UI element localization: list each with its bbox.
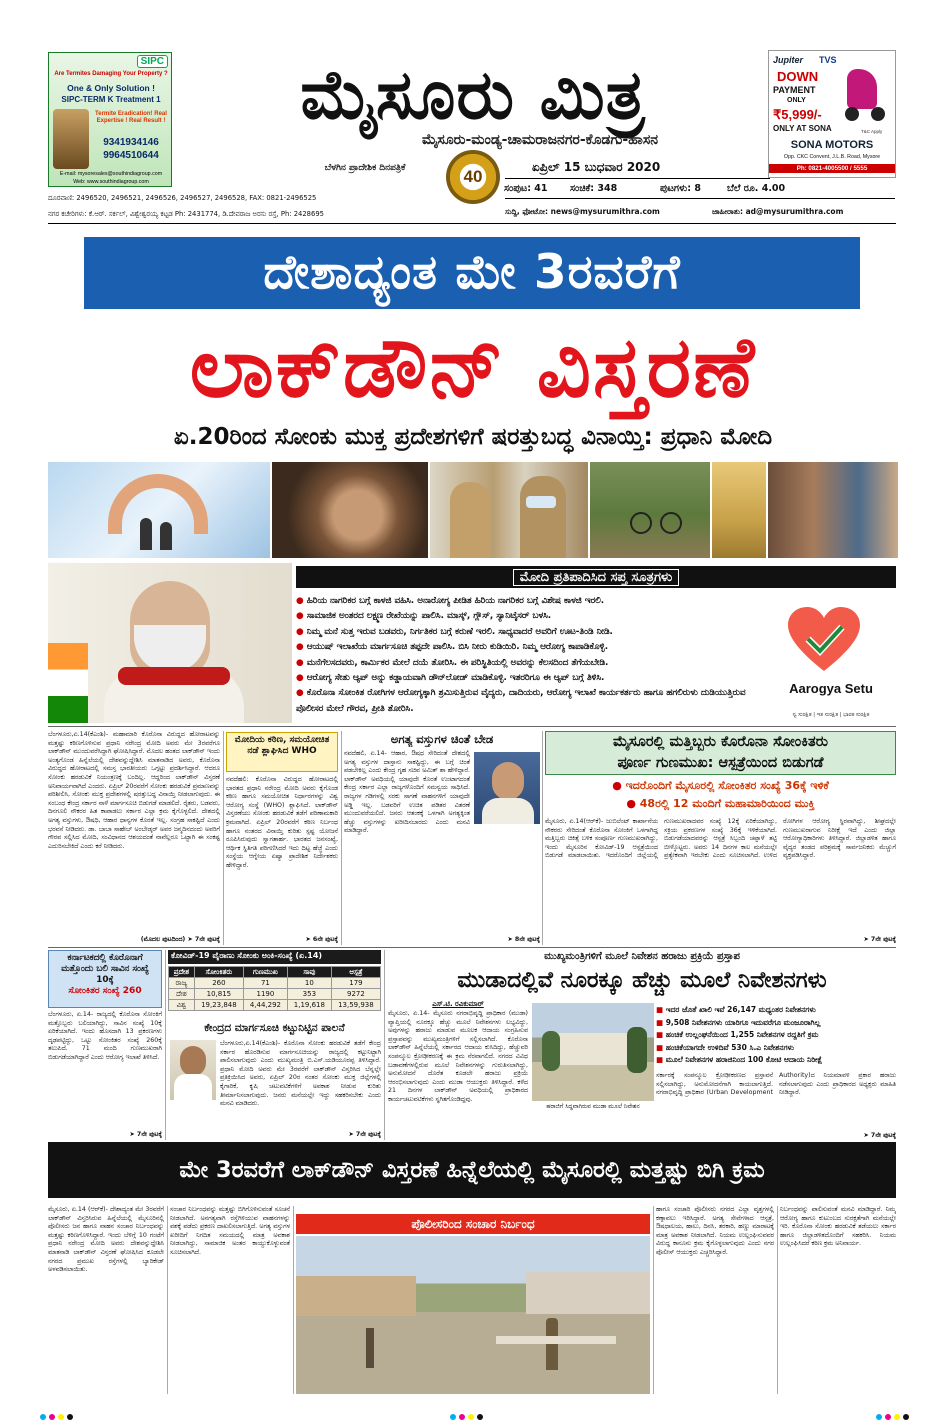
bottom-banner-text: ಮೇ 3ರವರೆಗೆ ಲಾಕ್‌ಡೌನ್ ವಿಸ್ತರಣೆ ಹಿನ್ನೆಲೆಯಲ್ಲಿ ಮೈಸೂರಲ್ಲಿ ಮತ್ತಷ್ಟು ಬಿಗಿ ಕ್ರಮ: [179, 1157, 765, 1183]
issue-date: ಏಪ್ರಿಲ್ 15 ಬುಧವಾರ 2020: [532, 160, 661, 174]
termite-email: E-mail: mysoresales@southindiagroup.com: [59, 171, 163, 177]
table-cell: 10,815: [194, 989, 243, 1000]
police-photo-title: [296, 1214, 650, 1234]
tvs-address: Opp. CKC Convent, J.L.B. Road, Mysore: [783, 154, 881, 160]
table-header-row: [169, 967, 381, 978]
sutra-item: ● ಕೊರೊನಾ ಸೋಂಕಿತ ರೋಗಿಗಳ ಆರೋಗ್ಯಕ್ಕಾಗಿ ಶ್ರಮಿಸುತ್ತಿರುವ ವೈದ್ಯರು, ದಾದಿಯರು, ಆರೋಗ್ಯ ಇಲಾಖೆ ಕಾರ್ಯಕರ್ತರು ಹಾಗೂ ಹಗಲಿರುಳು ದುಡಿಯುತ್ತಿರುವ ಪೊಲೀಸರ ಮೇಲೆ ಗೌರವ, ಪ್ರೀತಿ ತೋರಿಸಿ.: [296, 688, 746, 714]
mysuru-title2: ಪೂರ್ಣ ಗುಣಮುಖ: ಆಸ್ಪತ್ರೆಯಿಂದ ಬಿಡುಗಡೆ: [617, 755, 824, 771]
table-cell: 260: [194, 978, 243, 989]
photo-elderly-shelter: [48, 462, 270, 558]
table-cell: 10: [287, 978, 331, 989]
photo-yediyurappa: [170, 1040, 216, 1100]
aarogya-setu-tagline: ಸ್ವ ಸುರಕ್ಷಿತ | ಇತ ಸುರಕ್ಷಿತ | ಭಾರತ ಸುರಕ್ಷಿತ: [792, 712, 870, 718]
tvs-amount: ₹5,999/-: [773, 107, 822, 122]
story-lockdown-byline: (ಮೊದಲ ಪುಟದಿಂದ) ➤ 7ನೇ ಪುಟಕ್ಕೆ: [140, 936, 220, 943]
bottom-col1: ಮೈಸೂರು, ಏ.14 (ಆರ್‌ಕೆ)- ದೇಶಾದ್ಯಂತ ಮೇ 3ರವರೆಗೆ ಲಾಕ್‌ಡೌನ್ ವಿಸ್ತರಿಸಿರುವ ಹಿನ್ನೆಲೆಯಲ್ಲಿ ಮೈಸೂರಿನಲ್ಲಿ ಪೊಲೀಸರು ಜನ ಹಾಗೂ ವಾಹನ ಸಂಚಾರ ನಿರ್ಬಂಧವನ್ನು ಮತ್ತಷ್ಟು ಕಠಿಣಗೊಳಿಸಿದ್ದಾರೆ. ಇಂದು ಬೆಳಿಗ್ಗೆ 10 ಗಂಟೆಗೆ ಪ್ರಧಾನಿ ನರೇಂದ್ರ ಮೋದಿ ಅವರು ದೇಶವನ್ನುದ್ದೇಶಿಸಿ ಮಾತನಾಡಿ ಲಾಕ್‌ಡೌನ್ ವಿಸ್ತರಣೆ ಘೋಷಿಸಿದ ಕೂಡಲೇ ನಗರದ ಪ್ರಮುಖ ರಸ್ತೆಗಳಲ್ಲಿ ಬ್ಯಾರಿಕೇಡ್ ಅಳವಡಿಸಲಾಯಿತು.: [48, 1206, 164, 1274]
photo-police: [430, 462, 588, 558]
table-cell: 4,44,292: [243, 1000, 287, 1011]
who-story-body: ನವದೆಹಲಿ: ಕೊರೊನಾ ವಿರುದ್ಧದ ಹೋರಾಟದಲ್ಲಿ ಭಾರತದ ಪ್ರಧಾನಿ ನರೇಂದ್ರ ಮೋದಿ ಅವರು ಕೈಗೊಂಡ ಕಠಿಣ ಹಾಗೂ ಸಮಯೋಚಿತ ನಿರ್ಧಾರಗಳನ್ನು ವಿಶ್ವ ಆರೋಗ್ಯ ಸಂಸ್ಥೆ (WHO) ಶ್ಲಾಘಿಸಿದೆ. ಲಾಕ್‌ಡೌನ್ ವಿಸ್ತರಣೆಯು ಸೋಂಕು ಹರಡುವಿಕೆ ತಡೆಗೆ ಪರಿಣಾಮಕಾರಿ ಕ್ರಮವಾಗಿದೆ. ಏಪ್ರಿಲ್ 20ರವರೆಗೆ ಕಠಿಣ ನಿರ್ಬಂಧ ಹಾಗೂ ನಂತರದ ವಿನಾಯ್ತಿ ಕುರಿತು ಸ್ಪಷ್ಟ ಯೋಜನೆ ರೂಪಿಸಿರುವುದು ಸ್ವಾಗತಾರ್ಹ. ಭಾರತದ ಜನಸಂಖ್ಯೆ, ಆರ್ಥಿಕ ಸ್ಥಿತಿಗತಿ ಪರಿಗಣಿಸಿದರೆ ಇದು ದಿಟ್ಟ ಹೆಜ್ಜೆ ಎಂದು ಸಂಸ್ಥೆಯ ಆಗ್ನೇಯ ಏಷ್ಯಾ ಪ್ರಾದೇಶಿಕ ನಿರ್ದೇಶಕರು ಹೇಳಿದ್ದಾರೆ.: [226, 776, 338, 869]
bottom-banner: [48, 1142, 896, 1198]
lead-kicker: [84, 237, 860, 309]
table-cell: 1,19,618: [287, 1000, 331, 1011]
termite-product-image: [53, 109, 89, 169]
sutras-header: [296, 566, 896, 588]
scooter-image: [843, 65, 889, 127]
photo-farmer: [712, 462, 766, 558]
karnataka-subtitle: ಸೋಂಕಿತರ ಸಂಖ್ಯೆ 260: [68, 986, 142, 996]
table-cell: ದೇಶ: [169, 989, 195, 1000]
tvs-logo: TVS: [819, 55, 837, 65]
news-email[interactable]: ಸುದ್ದಿ, ಫೋಟೋ: news@mysurumithra.com: [505, 207, 660, 216]
anniversary-number: 40: [463, 167, 483, 186]
issue-volume: ಸಂಪುಟ: 41: [504, 183, 548, 194]
table-cell: 13,59,938: [331, 1000, 380, 1011]
mysuru-title1: ಮೈಸೂರಲ್ಲಿ ಮತ್ತಿಬ್ಬರು ಕೊರೊನಾ ಸೋಂಕಿತರು: [613, 734, 828, 750]
essentials-title: ಅಗತ್ಯ ವಸ್ತುಗಳ ಚಿಂತೆ ಬೇಡ: [390, 732, 494, 746]
table-cell: 9272: [331, 989, 380, 1000]
termite-line2: SIPC-TERM K Treatment 1: [61, 95, 161, 104]
termite-ad[interactable]: [48, 52, 172, 187]
mysuru-highlight2: ● 48ರಲ್ಲಿ 12 ಮಂದಿಗೆ ಮಹಾಮಾರಿಯಿಂದ ಮುಕ್ತಿ: [626, 797, 815, 810]
muda-body: ಮೈಸೂರು, ಏ.14- ಮೈಸೂರು ನಗರಾಭಿವೃದ್ಧಿ ಪ್ರಾಧಿಕಾರ (ಮುಡಾ) ವ್ಯಾಪ್ತಿಯಲ್ಲಿ ನೂರಕ್ಕೂ ಹೆಚ್ಚು ಮೂಲೆ ನಿವೇಶನಗಳು ಲಭ್ಯವಿದ್ದು, ಅವುಗಳನ್ನು ಹರಾಜು ಮಾಡುವ ಮೂಲಕ ಆದಾಯ ಸಂಗ್ರಹಿಸುವ ಪ್ರಸ್ತಾಪವನ್ನು ಮುಖ್ಯಮಂತ್ರಿಗಳಿಗೆ ಸಲ್ಲಿಸಲಾಗಿದೆ. ಕೊರೊನಾ ಲಾಕ್‌ಡೌನ್ ಹಿನ್ನೆಲೆಯಲ್ಲಿ ಸರ್ಕಾರದ ಆದಾಯ ಕುಸಿದಿದ್ದು, ಹೆಚ್ಚುವರಿ ಸಂಪನ್ಮೂಲ ಕ್ರೋಢೀಕರಣಕ್ಕೆ ಈ ಕ್ರಮ ನೆರವಾಗಲಿದೆ. ನಗರದ ವಿವಿಧ ಬಡಾವಣೆಗಳಲ್ಲಿರುವ ಮೂಲೆ ನಿವೇಶನಗಳನ್ನು ಗುರುತಿಸಲಾಗಿದ್ದು, ಅನುಮೋದನೆ ದೊರೆತ ಕೂಡಲೇ ಹರಾಜು ಪ್ರಕ್ರಿಯೆ ಆರಂಭಿಸಲಾಗುವುದು ಎಂದು ಮುಡಾ ಆಯುಕ್ತರು ತಿಳಿಸಿದ್ದಾರೆ. ಕಳೆದ 21 ದಿನಗಳ ಲಾಕ್‌ಡೌನ್ ಅವಧಿಯಲ್ಲಿ ಪ್ರಾಧಿಕಾರದ ಕಾರ್ಯಚಟುವಟಿಕೆಗಳು ಸ್ಥಗಿತಗೊಂಡಿದ್ದವು.: [388, 1010, 528, 1103]
registration-marks-left: [40, 1414, 73, 1420]
karnataka-title: ಕರ್ನಾಟಕದಲ್ಲಿ ಕೊರೊನಾಗೆ ಮತ್ತೊಂದು ಬಲಿ ಸಾವಿನ ಸಂಖ್ಯೆ 10ಕ್ಕೆ: [61, 953, 149, 985]
muda-bullet: ■ ಹಂಚಿಕೆ ಉಲ್ಲಂಘನೆಯಿಂದ 1,255 ನಿವೇಶನಗಳ ರದ್ದತಿಗೆ ಕ್ರಮ: [656, 1030, 819, 1039]
police-photo-title-text: ಪೊಲೀಸರಿಂದ ಸಂಚಾರ ನಿರ್ಬಂಧ: [411, 1216, 535, 1231]
table-row: [169, 1000, 381, 1011]
table-cell: ವಿಶ್ವ: [169, 1000, 195, 1011]
col-header: ಪ್ರದೇಶ: [169, 967, 195, 978]
table-row: [169, 989, 381, 1000]
tvs-brand: Jupiter: [773, 55, 804, 65]
masthead-title: ಮೈಸೂರು ಮಿತ್ರ: [300, 56, 646, 135]
photo-modi: [48, 563, 292, 723]
termite-phone2: 9964510644: [103, 150, 159, 161]
table-cell: 71: [243, 978, 287, 989]
bottom-col3: ಹಾಗೂ ಸಂಚಾರಿ ಪೊಲೀಸರು ನಗರದ ಎಲ್ಲಾ ವೃತ್ತಗಳಲ್ಲಿ ಕಣ್ಗಾವಲು ಇರಿಸಿದ್ದಾರೆ. ಅಗತ್ಯ ಸೇವೆಗಳಾದ ಆಸ್ಪತ್ರೆ, ಔಷಧಾಲಯ, ಹಾಲು, ದಿನಸಿ, ತರಕಾರಿ, ಹಣ್ಣು ಮಾರಾಟಕ್ಕೆ ಮಾತ್ರ ಅವಕಾಶ ನೀಡಲಾಗಿದೆ. ನಿಯಮ ಉಲ್ಲಂಘಿಸುವವರ ವಿರುದ್ಧ ಕಾನೂನು ಕ್ರಮ ಕೈಗೊಳ್ಳಲಾಗುವುದು ಎಂದು ನಗರ ಪೊಲೀಸ್ ಆಯುಕ್ತರು ಎಚ್ಚರಿಸಿದ್ದಾರೆ.: [656, 1206, 774, 1256]
karnataka-headline-box: [48, 950, 162, 1008]
story-lockdown-body: ಬೆಂಗಳೂರು,ಏ.14(ಕೆಎಂಶಿ)- ಮಹಾಮಾರಿ ಕೊರೊನಾ ವಿರುದ್ಧದ ಹೋರಾಟವನ್ನು ಮತ್ತಷ್ಟು ಕಠಿಣಗೊಳಿಸುವ ಪ್ರಧಾನಿ ನರೇಂದ್ರ ಮೋದಿ ಅವರು ಮೇ 3ರವರೆಗೂ ಲಾಕ್‌ಡೌನ್ ಮುಂದುವರೆಸಿದ್ದಾಗಿ ಘೋಷಿಸಿದ್ದಾರೆ. ಮೊದಲ ಹಂತದ ಲಾಕ್‌ಡೌನ್ ಇಂದು ಅಂತ್ಯಗೊಂಡ ಹಿನ್ನೆಲೆಯಲ್ಲಿ ದೇಶವನ್ನುದ್ದೇಶಿಸಿ ಮಾತನಾಡಿದ ಅವರು, ಕೊರೊನಾ ವಿರುದ್ಧದ ಹೋರಾಟದಲ್ಲಿ ಸಮಸ್ತ ಭಾರತೀಯರು ಒಗ್ಗಟ್ಟು ಪ್ರದರ್ಶಿಸಿದ್ದಾರೆ. ಆದರೂ ಸೋಂಕು ಹರಡುವಿಕೆ ನಿಯಂತ್ರಣಕ್ಕೆ ಬಂದಿಲ್ಲ. ಆದ್ದರಿಂದ ಲಾಕ್‌ಡೌನ್ ವಿಸ್ತರಣೆ ಅನಿವಾರ್ಯವಾಗಿದೆ ಎಂದರು. ಏಪ್ರಿಲ್ 20ರವರೆಗೆ ಸೋಂಕು ಹರಡುವಿಕೆ ಪ್ರಮಾಣವನ್ನು ಪರಿಶೀಲಿಸಿ, ಸೋಂಕು ಮುಕ್ತ ಪ್ರದೇಶಗಳಲ್ಲಿ ಷರತ್ತುಬದ್ಧ ವಿನಾಯ್ತಿ ನೀಡಲಾಗುವುದು. ಈ ಸಂಬಂಧ ಕೇಂದ್ರ ಸರ್ಕಾರ ನಾಳೆ ಮಾರ್ಗಸೂಚಿ ಬಿಡುಗಡೆ ಮಾಡಲಿದೆ. ರೈತರು, ಬಡವರು, ದಿನಗೂಲಿ ನೌಕರರ ಹಿತ ಕಾಪಾಡಲು ಸರ್ಕಾರ ಎಲ್ಲಾ ಕ್ರಮ ಕೈಗೊಳ್ಳಲಿದೆ. ದೇಶದಲ್ಲಿ ಅಗತ್ಯ ವಸ್ತುಗಳು, ಔಷಧಿ, ಆಹಾರ ಧಾನ್ಯಗಳ ಕೊರತೆ ಇಲ್ಲ. ಸಂಗ್ರಹ ಸಾಕಷ್ಟಿದೆ ಎಂದು ಭರವಸೆ ನೀಡಿದರು. ಡಾ. ಬಾಬಾ ಸಾಹೇಬ್ ಅಂಬೇಡ್ಕರ್ ಅವರ ಜನ್ಮದಿನದಂದು ಅವರಿಗೆ ಗೌರವ ಸಲ್ಲಿಸಿದ ಮೋದಿ, ಸಂವಿಧಾನದ ಆಶಯದಂತೆ ನಾವೆಲ್ಲರೂ ಒಟ್ಟಾಗಿ ಈ ಸಂಕಷ್ಟ ಎದುರಿಸಬೇಕಿದೆ ಎಂದು ಕರೆ ನೀಡಿದರು.: [48, 731, 220, 850]
lead-kicker-text: ದೇಶಾದ್ಯಂತ ಮೇ 3ರವರೆಗೆ: [263, 245, 681, 300]
aarogya-setu-label: Aarogya Setu: [789, 681, 873, 696]
lead-subheadline: ಏ.20ರಿಂದ ಸೋಂಕು ಮುಕ್ತ ಪ್ರದೇಶಗಳಿಗೆ ಷರತ್ತುಬದ್ಧ ವಿನಾಯ್ತಿ: ಪ್ರಧಾನಿ ಮೋದಿ: [173, 424, 773, 450]
masthead-tagline: ಬೆಳಗಿನ ಪ್ರಾದೇಶಿಕ ದಿನಪತ್ರಿಕೆ: [324, 163, 406, 173]
tvs-down: DOWN: [777, 69, 819, 84]
sutras-list: [296, 594, 766, 717]
contact-phones: ದೂರವಾಣಿ: 2496520, 2496521, 2496526, 2496527, 2496528, FAX: 0821-2496525: [48, 194, 317, 202]
covid-table-title: ಕೋವಿಡ್-19 ವೈರಾಣು ಸೋಂಕು ಅಂಕಿ-ಸಂಖ್ಯೆ (ಏ.14): [168, 950, 381, 964]
ad-email[interactable]: ಜಾಹೀರಾತು: ad@mysurumithra.com: [712, 207, 844, 216]
aarogya-heart-icon: [786, 605, 862, 675]
bottom-col2: ಸಂಚಾರ ನಿರ್ಬಂಧವನ್ನು ಮತ್ತಷ್ಟು ಬಿಗಿಗೊಳಿಸುವಂತೆ ಸೂಚನೆ ನೀಡಲಾಗಿದೆ. ಅನಗತ್ಯವಾಗಿ ರಸ್ತೆಗಿಳಿಯುವ ವಾಹನಗಳನ್ನು ವಶಕ್ಕೆ ಪಡೆದು ಪ್ರಕರಣ ದಾಖಲಿಸಲಾಗುತ್ತಿದೆ. ಅಗತ್ಯ ವಸ್ತುಗಳ ಖರೀದಿಗೆ ನಿಗದಿತ ಸಮಯದಲ್ಲಿ ಮಾತ್ರ ಅವಕಾಶ ನೀಡಲಾಗಿದ್ದು, ಸಾಮಾಜಿಕ ಅಂತರ ಕಾಯ್ದುಕೊಳ್ಳುವಂತೆ ಸೂಚಿಸಲಾಗಿದೆ.: [170, 1206, 290, 1256]
termite-line1: One & Only Solution !: [67, 83, 155, 93]
table-cell: 19,23,848: [194, 1000, 243, 1011]
muda-title: ಮುಡಾದಲ್ಲಿವೆ ನೂರಕ್ಕೂ ಹೆಚ್ಚು ಮೂಲೆ ನಿವೇಶನಗಳು: [457, 968, 827, 993]
sutra-item: ● ಆರೋಗ್ಯ ಸೇತು ಆ್ಯಪ್ ಅನ್ನು ಕಡ್ಡಾಯವಾಗಿ ಡೌನ್‌ಲೋಡ್ ಮಾಡಿಕೊಳ್ಳಿ. ಇತರರಿಗೂ ಈ ಆ್ಯಪ್ ಬಗ್ಗೆ ತಿಳಿಸಿ.: [296, 673, 605, 684]
termite-question: Are Termites Damaging Your Property ?: [54, 71, 168, 77]
muda-byline: ➤ 7ನೇ ಪುಟಕ್ಕೆ: [863, 1132, 896, 1139]
muda-bullet: ■ ಮೂಲೆ ನಿವೇಶನಗಳ ಹರಾಜಿನಿಂದ 100 ಕೋಟಿ ಆದಾಯ ನಿರೀಕ್ಷೆ: [656, 1055, 823, 1064]
sutra-item: ● ನಿಮ್ಮ ಮನೆ ಸುತ್ತ ಇರುವ ಬಡವರು, ನಿರ್ಗತಿಕರ ಬಗ್ಗೆ ಕರುಣೆ ಇರಲಿ. ಸಾಧ್ಯವಾದರೆ ಅವರಿಗೆ ಊಟ-ತಿಂಡಿ ನೀಡಿ.: [296, 626, 613, 637]
tvs-phone: Ph: 0821-4005500 / 5555: [769, 164, 895, 173]
table-cell: 179: [331, 978, 380, 989]
col-header: ಸೋಂಕಿತರು: [194, 967, 243, 978]
photo-cyclist: [590, 462, 710, 558]
tvs-at: ONLY AT SONA: [773, 124, 832, 133]
table-row: [169, 978, 381, 989]
tvs-tc: T&C Apply: [861, 129, 883, 134]
photo-police-barricade: [296, 1236, 650, 1394]
issue-number: ಸಂಚಿಕೆ: 348: [570, 183, 618, 194]
centre-story-title: ಕೇಂದ್ರದ ಮಾರ್ಗಸೂಚಿ ಕಟ್ಟುನಿಟ್ಟಿನ ಪಾಲನೆ: [204, 1022, 345, 1034]
city-offices: ನಗರ ಕಚೇರಿಗಳು: ಕೆ.ಆರ್. ಸರ್ಕಲ್, ವಿಶ್ವೇಶ್ವರಯ್ಯ ಕಟ್ಟಡ Ph: 2431774, ಡಿ.ದೇವರಾಜ ಅರಸು ರಸ್ತೆ, Ph: 2428695: [48, 210, 324, 218]
muda-author: ಎಸ್.ಟಿ. ರವಿಕುಮಾರ್: [432, 1000, 484, 1008]
masthead-subtitle: ಮೈಸೂರು-ಮಂಡ್ಯ-ಚಾಮರಾಜನಗರ-ಕೊಡಗು-ಹಾಸನ: [421, 132, 659, 148]
col-header: ಸಾವು: [287, 967, 331, 978]
covid-stats-table: [168, 966, 381, 1011]
termite-line3: Termite Eradication! Real Expertise ! Real Result !: [95, 111, 167, 124]
muda-bullet: ■ ಇದರ ಜೊತೆ ಖಾಲಿ ಇವೆ 26,147 ಮಧ್ಯಂತರ ನಿವೇಶನಗಳು: [656, 1005, 816, 1014]
muda-bullets: [656, 1004, 896, 1067]
bottom-col4: ನಿರ್ಬಂಧವನ್ನು ಪಾಲಿಸುವಂತೆ ಮನವಿ ಮಾಡಿದ್ದಾರೆ. ನಿಮ್ಮ ಆರೋಗ್ಯ ಹಾಗೂ ಕುಟುಂಬದ ಸುರಕ್ಷತೆಗಾಗಿ ಮನೆಯಲ್ಲೇ ಇರಿ. ಕೊರೊನಾ ಸೋಂಕು ಹರಡುವಿಕೆ ತಡೆಯಲು ಸರ್ಕಾರ ಹಾಗೂ ಜಿಲ್ಲಾಡಳಿತದೊಂದಿಗೆ ಸಹಕರಿಸಿ. ನಿಯಮ ಉಲ್ಲಂಘಿಸಿದರೆ ಕಠಿಣ ಕ್ರಮ ಅನಿವಾರ್ಯ.: [780, 1206, 896, 1248]
col-header: ಆಸ್ಪತ್ರೆ: [331, 967, 380, 978]
photo-amit-shah: [474, 752, 540, 824]
muda-body2: ಸರ್ಕಾರಕ್ಕೆ ಸಂಪನ್ಮೂಲ ಕ್ರೋಢೀಕರಣದ ಪ್ರಸ್ತಾವನೆ ಸಲ್ಲಿಸಲಾಗಿದ್ದು, ಅನುಮೋದನೆಗಾಗಿ ಕಾಯಲಾಗುತ್ತಿದೆ. ನಗರಾಭಿವೃದ್ಧಿ ಪ್ರಾಧಿಕಾರ (Urban Development Authority)ದ ನಿಯಮಾವಳಿ ಪ್ರಕಾರ ಹರಾಜು ನಡೆಸಲಾಗುವುದು ಎಂದು ಪ್ರಾಧಿಕಾರದ ಅಧ್ಯಕ್ಷರು ಮಾಹಿತಿ ನೀಡಿದ್ದಾರೆ.: [656, 1072, 896, 1097]
muda-bullet: ■ 9,508 ನಿವೇಶನಗಳು ಯಾರಿಗೂ ಇದುವರೆಗೂ ಮಂಜೂರಾಗಿಲ್ಲ: [656, 1017, 821, 1027]
essentials-body-left: ನವದೆಹಲಿ, ಏ.14- ಆಹಾರ, ಔಷಧ ಸೇರಿದಂತೆ ದೇಶದಲ್ಲಿ ಅಗತ್ಯ ವಸ್ತುಗಳ ದಾಸ್ತಾನು ಸಾಕಷ್ಟಿದ್ದು, ಈ ಬಗ್ಗೆ ಚಿಂತೆ ಪಡಬೇಕಿಲ್ಲ ಎಂದು ಕೇಂದ್ರ ಗೃಹ ಸಚಿವ ಅಮಿತ್ ಶಾ ಹೇಳಿದ್ದಾರೆ. ಲಾಕ್‌ಡೌನ್ ಅವಧಿಯಲ್ಲಿ ಯಾವುದೇ ಕೊರತೆ ಉಂಟಾಗದಂತೆ ಕೇಂದ್ರ ಸರ್ಕಾರ ಎಲ್ಲಾ ರಾಜ್ಯಗಳೊಂದಿಗೆ ಸಮನ್ವಯ ಸಾಧಿಸಿದೆ. ರಾಜ್ಯಗಳ ಗಡಿಗಳಲ್ಲಿ ಸರಕು ಸಾಗಣೆ ವಾಹನಗಳಿಗೆ ಯಾವುದೇ ಅಡ್ಡಿ ಇಲ್ಲ. ಬಡವರಿಗೆ ಉಚಿತ ಪಡಿತರ ವಿತರಣೆ ಮುಂದುವರೆಯಲಿದೆ. ಜನರು ಆತಂಕಕ್ಕೆ ಒಳಗಾಗಿ ಅಗತ್ಯಕ್ಕಿಂತ ಹೆಚ್ಚು ವಸ್ತುಗಳನ್ನು ಖರೀದಿಸಬಾರದು ಎಂದು ಮನವಿ ಮಾಡಿದ್ದಾರೆ.: [344, 750, 470, 835]
who-story-title: ಮೋದಿಯ ಕಠಿಣ, ಸಮಯೋಚಿತ ನಡೆ ಶ್ಲಾಘಿಸಿದ WHO: [226, 732, 338, 772]
karnataka-byline: ➤ 7ನೇ ಪುಟಕ್ಕೆ: [129, 1131, 162, 1138]
issue-price: ಬೆಲೆ ರೂ. 4.00: [727, 183, 786, 194]
sutras-title: ಮೋದಿ ಪ್ರತಿಪಾದಿಸಿದ ಸಪ್ತ ಸೂತ್ರಗಳು: [513, 569, 680, 586]
sutra-item: ● ಸಾಮಾಜಿಕ ಅಂತರದ ಲಕ್ಷ್ಮಣ ರೇಖೆಯನ್ನು ಪಾಲಿಸಿ. ಮಾಸ್ಕ್, ಗ್ಲೌಸ್, ಸ್ಯಾನಿಟೈಸರ್ ಬಳಸಿ.: [296, 611, 552, 622]
table-cell: 1190: [243, 989, 287, 1000]
mysuru-highlight1: ● ಇದರೊಂದಿಗೆ ಮೈಸೂರಲ್ಲಿ ಸೋಂಕಿತರ ಸಂಖ್ಯೆ 36ಕ್ಕೆ ಇಳಿಕೆ: [612, 779, 829, 792]
muda-kicker: ಮುಖ್ಯಮಂತ್ರಿಗಳಿಗೆ ಮೂಲೆ ನಿವೇಶನ ಹರಾಜು ಪ್ರಕ್ರಿಯೆ ಪ್ರಸ್ತಾಪ: [544, 951, 740, 962]
termite-web: Web: www.southindiagroup.com: [73, 179, 149, 185]
centre-story-byline: ➤ 7ನೇ ಪುಟಕ್ಕೆ: [348, 1131, 381, 1138]
karnataka-body: ಬೆಂಗಳೂರು, ಏ.14- ರಾಜ್ಯದಲ್ಲಿ ಕೊರೊನಾ ಸೋಂಕಿಗೆ ಮತ್ತೊಬ್ಬರು ಬಲಿಯಾಗಿದ್ದು, ಸಾವಿನ ಸಂಖ್ಯೆ 10ಕ್ಕೆ ಏರಿಕೆಯಾಗಿದೆ. ಇಂದು ಹೊಸದಾಗಿ 13 ಪ್ರಕರಣಗಳು ದೃಢಪಟ್ಟಿದ್ದು, ಒಟ್ಟು ಸೋಂಕಿತರ ಸಂಖ್ಯೆ 260ಕ್ಕೆ ತಲುಪಿದೆ. 71 ಮಂದಿ ಗುಣಮುಖರಾಗಿ ಬಿಡುಗಡೆಯಾಗಿದ್ದಾರೆ ಎಂದು ಆರೋಗ್ಯ ಇಲಾಖೆ ತಿಳಿಸಿದೆ.: [48, 1011, 162, 1061]
centre-story-body: ಬೆಂಗಳೂರು,ಏ.14(ಕೆಎಂಶಿ)- ಕೊರೊನಾ ಸೋಂಕು ಹರಡುವಿಕೆ ತಡೆಗೆ ಕೇಂದ್ರ ಸರ್ಕಾರ ಹೊರಡಿಸುವ ಮಾರ್ಗಸೂಚಿಯನ್ನು ರಾಜ್ಯದಲ್ಲಿ ಕಟ್ಟುನಿಟ್ಟಾಗಿ ಪಾಲಿಸಲಾಗುವುದು ಎಂದು ಮುಖ್ಯಮಂತ್ರಿ ಬಿ.ಎಸ್.ಯಡಿಯೂರಪ್ಪ ತಿಳಿಸಿದ್ದಾರೆ. ಪ್ರಧಾನಿ ಮೋದಿ ಅವರು ಮೇ 3ರವರೆಗೆ ಲಾಕ್‌ಡೌನ್ ವಿಸ್ತರಿಸಿದ ಬೆನ್ನಲ್ಲೇ ಪ್ರತಿಕ್ರಿಯಿಸಿದ ಅವರು, ಏಪ್ರಿಲ್ 20ರ ನಂತರ ಸೋಂಕು ಮುಕ್ತ ಜಿಲ್ಲೆಗಳಲ್ಲಿ ಕೈಗಾರಿಕೆ, ಕೃಷಿ ಚಟುವಟಿಕೆಗಳಿಗೆ ಅವಕಾಶ ನೀಡುವ ಕುರಿತು ತೀರ್ಮಾನಿಸಲಾಗುವುದು. ಜನರು ಮನೆಯಲ್ಲೇ ಇದ್ದು ಸಹಕರಿಸಬೇಕು ಎಂದು ಮನವಿ ಮಾಡಿದರು.: [220, 1040, 381, 1108]
photo-elderly-woman: [272, 462, 428, 558]
photo-muda-site: [532, 1003, 654, 1101]
tvs-payment: PAYMENT: [773, 85, 816, 95]
tvs-ad[interactable]: [768, 50, 896, 178]
col-header: ಗುಣಮುಖ: [243, 967, 287, 978]
lead-headline: ಲಾಕ್‌ಡೌನ್ ವಿಸ್ತರಣೆ: [189, 318, 757, 416]
tvs-dealer: SONA MOTORS: [790, 139, 874, 151]
registration-marks-center: [450, 1414, 483, 1420]
registration-marks-right: [876, 1414, 909, 1420]
essentials-byline: ➤ 8ನೇ ಪುಟಕ್ಕೆ: [507, 936, 540, 943]
table-cell: 353: [287, 989, 331, 1000]
sipc-logo: SIPC: [137, 55, 168, 68]
termite-phone1: 9341934146: [103, 137, 159, 148]
sutra-item: ● ಆಯುಷ್ ಇಲಾಖೆಯ ಮಾರ್ಗಸೂಚಿ ತಪ್ಪದೇ ಪಾಲಿಸಿ. ಬಿಸಿ ನೀರು ಕುಡಿಯಿರಿ. ನಿಮ್ಮ ಆರೋಗ್ಯ ಕಾಪಾಡಿಕೊಳ್ಳಿ.: [296, 642, 609, 653]
table-cell: ರಾಜ್ಯ: [169, 978, 195, 989]
photo-food-relief: [768, 462, 898, 558]
muda-bullet: ■ ಹಂಚಿಕೆಯಾಗದೇ ಉಳಿದಿವೆ 530 ಸಿ.ಎ ನಿವೇಶನಗಳು: [656, 1042, 794, 1052]
who-story-byline: ➤ 6ನೇ ಪುಟಕ್ಕೆ: [305, 936, 338, 943]
issue-pages: ಪುಟಗಳು: 8: [660, 183, 701, 194]
mysuru-headline-box: [545, 731, 896, 775]
muda-photo-caption: ಹರಾಜಿಗೆ ಸಿದ್ಧವಾಗಿರುವ ಮುಡಾ ಮೂಲೆ ನಿವೇಶನ: [546, 1103, 640, 1110]
tvs-only: ONLY: [787, 97, 806, 104]
mysuru-byline: ➤ 7ನೇ ಪುಟಕ್ಕೆ: [863, 936, 896, 943]
sutra-item: ● ಮನೆಗೆಲಸದವರು, ಕಾರ್ಮಿಕರ ಮೇಲೆ ದಯೆ ತೋರಿಸಿ. ಈ ಪರಿಸ್ಥಿತಿಯಲ್ಲಿ ಅವರನ್ನು ಕೆಲಸದಿಂದ ತೆಗೆಯಬೇಡಿ.: [296, 657, 609, 668]
sutra-item: ● ಹಿರಿಯ ನಾಗರಿಕರ ಬಗ್ಗೆ ಕಾಳಜಿ ವಹಿಸಿ. ಅನಾರೋಗ್ಯ ಪೀಡಿತ ಹಿರಿಯ ನಾಗರಿಕರ ಬಗ್ಗೆ ವಿಶೇಷ ಕಾಳಜಿ ಇರಲಿ.: [296, 596, 605, 606]
mysuru-body: ಮೈಸೂರು, ಏ.14(ಆರ್‌ಕೆ)- ಜುಬಿಲೆಂಟ್ ಕಾರ್ಖಾನೆಯ ನೌಕರರು ಸೇರಿದಂತೆ ಕೊರೊನಾ ಸೋಂಕಿಗೆ ಒಳಗಾಗಿದ್ದ ಮತ್ತಿಬ್ಬರು ಚಿಕಿತ್ಸೆ ಬಳಿಕ ಸಂಪೂರ್ಣ ಗುಣಮುಖರಾಗಿದ್ದು, ಇಂದು ಮೈಸೂರಿನ ಕೋವಿಡ್-19 ಆಸ್ಪತ್ರೆಯಿಂದ ಬಿಡುಗಡೆ ಮಾಡಲಾಯಿತು. ಇದರೊಂದಿಗೆ ಜಿಲ್ಲೆಯಲ್ಲಿ ಗುಣಮುಖರಾದವರ ಸಂಖ್ಯೆ 12ಕ್ಕೆ ಏರಿಕೆಯಾಗಿದ್ದು, ಸಕ್ರಿಯ ಪ್ರಕರಣಗಳ ಸಂಖ್ಯೆ 36ಕ್ಕೆ ಇಳಿಕೆಯಾಗಿದೆ. ಬಿಡುಗಡೆಯಾದವರನ್ನು ಆಸ್ಪತ್ರೆ ಸಿಬ್ಬಂದಿ ಚಪ್ಪಾಳೆ ತಟ್ಟಿ ಬೀಳ್ಕೊಟ್ಟರು. ಅವರು 14 ದಿನಗಳ ಕಾಲ ಮನೆಯಲ್ಲೇ ಪ್ರತ್ಯೇಕವಾಗಿ ಇರಬೇಕು ಎಂದು ಸೂಚಿಸಲಾಗಿದೆ. ಉಳಿದ ರೋಗಿಗಳ ಆರೋಗ್ಯ ಸ್ಥಿರವಾಗಿದ್ದು, ಶೀಘ್ರದಲ್ಲೇ ಗುಣಮುಖರಾಗುವ ನಿರೀಕ್ಷೆ ಇದೆ ಎಂದು ಜಿಲ್ಲಾ ಆರೋಗ್ಯಾಧಿಕಾರಿಗಳು ತಿಳಿಸಿದ್ದಾರೆ. ಜಿಲ್ಲಾಡಳಿತ ಹಾಗೂ ವೈದ್ಯರ ತಂಡದ ಪರಿಶ್ರಮಕ್ಕೆ ಸಾರ್ವಜನಿಕರು ಮೆಚ್ಚುಗೆ ವ್ಯಕ್ತಪಡಿಸಿದ್ದಾರೆ.: [545, 818, 896, 860]
